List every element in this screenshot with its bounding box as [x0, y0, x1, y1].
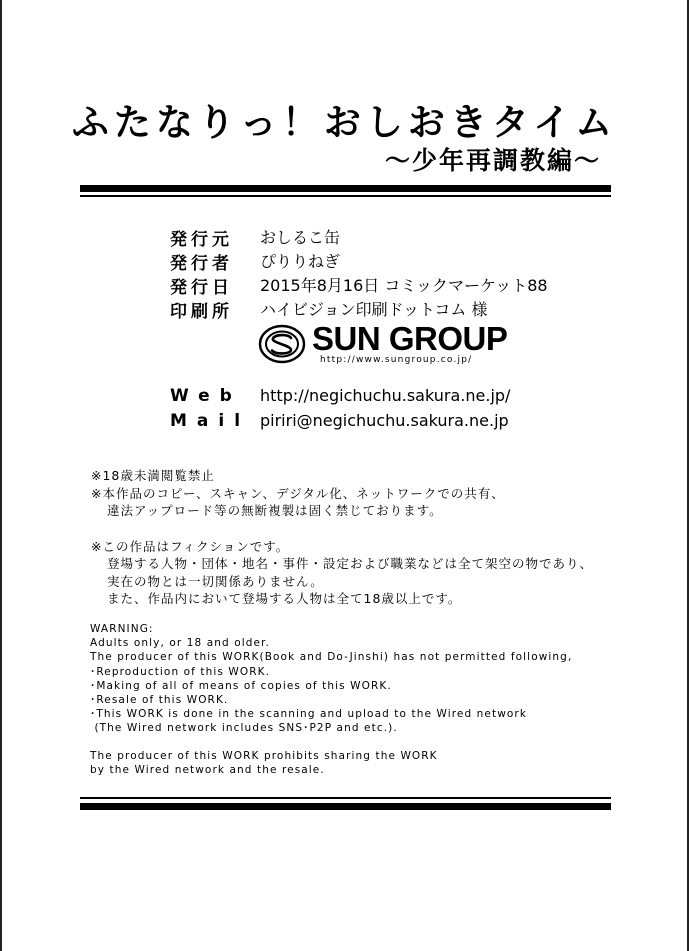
age-restriction-note: ※18歳未満閲覧禁止: [91, 468, 215, 483]
english-warning: [90, 622, 650, 777]
note-spacer: [91, 520, 651, 538]
sun-group-logo-text: SUN GROUP: [312, 320, 508, 357]
sun-group-logo-url: http://www.sungroup.co.jp/: [320, 355, 473, 365]
publisher-label: 発行元: [170, 230, 233, 250]
web-link[interactable]: http://negichuchu.sakura.ne.jp/: [260, 386, 511, 405]
mail-link[interactable]: piriri@negichuchu.sakura.ne.jp: [260, 411, 509, 430]
sun-group-logo-icon: [258, 324, 306, 364]
date-label: 発行日: [170, 278, 233, 298]
warning-line: ･Making of all of means of copies of this WORK.: [90, 679, 392, 692]
bottom-rule-thick: [80, 803, 611, 810]
publisher-value: おしるこ缶: [260, 228, 341, 247]
warning-heading: WARNING:: [90, 623, 154, 635]
fiction-note-line4: また、作品内において登場する人物は全て18歳以上です。: [107, 591, 462, 606]
warning-spacer: [90, 736, 650, 749]
warning-line: The producer of this WORK(Book and Do-Jinshi) has not permitted following,: [90, 651, 573, 664]
copy-prohibition-note: ※本作品のコピー、スキャン、デジタル化、ネットワークでの共有、: [91, 485, 505, 501]
book-title: ふたなりっ！おしおきタイム: [71, 101, 618, 144]
warning-line: ･Reproduction of this WORK.: [90, 665, 271, 678]
fiction-note: ※この作品はフィクションです。: [91, 538, 290, 554]
date-value: 2015年8月16日 コミックマーケット88: [260, 276, 548, 295]
sun-group-logo: [258, 322, 508, 370]
printer-value: ハイビジョン印刷ドットコム 様: [260, 300, 488, 319]
warning-line: by the Wired network and the resale.: [90, 763, 325, 776]
warning-line: ･Resale of this WORK.: [90, 694, 229, 707]
warning-line: (The Wired network includes SNS･P2P and etc.).: [90, 722, 398, 735]
bottom-rule-thin: [80, 797, 611, 799]
warning-line: The producer of this WORK prohibits sharing the WORK: [90, 749, 438, 762]
notice-section: [91, 467, 651, 608]
warning-line: ･This WORK is done in the scanning and upload to the Wired network: [90, 708, 528, 721]
fiction-note-line3: 実在の物とは一切関係ありません。: [107, 573, 324, 589]
mail-label: Mail: [170, 411, 251, 431]
web-label: Web: [170, 386, 242, 406]
printer-label: 印刷所: [170, 302, 233, 322]
author-label: 発行者: [170, 254, 233, 274]
top-rule-thick: [80, 185, 611, 192]
book-subtitle: ～少年再調教編～: [384, 146, 601, 175]
copy-prohibition-note-cont: 違法アップロード等の無断複製は固く禁じております。: [107, 503, 443, 518]
warning-line: Adults only, or 18 and older.: [90, 637, 270, 650]
fiction-note-line2: 登場する人物・団体・地名・事件・設定および職業などは全て架空の物であり、: [107, 556, 594, 571]
top-rule-thin: [80, 195, 611, 197]
author-value: ぴりりねぎ: [260, 252, 341, 271]
